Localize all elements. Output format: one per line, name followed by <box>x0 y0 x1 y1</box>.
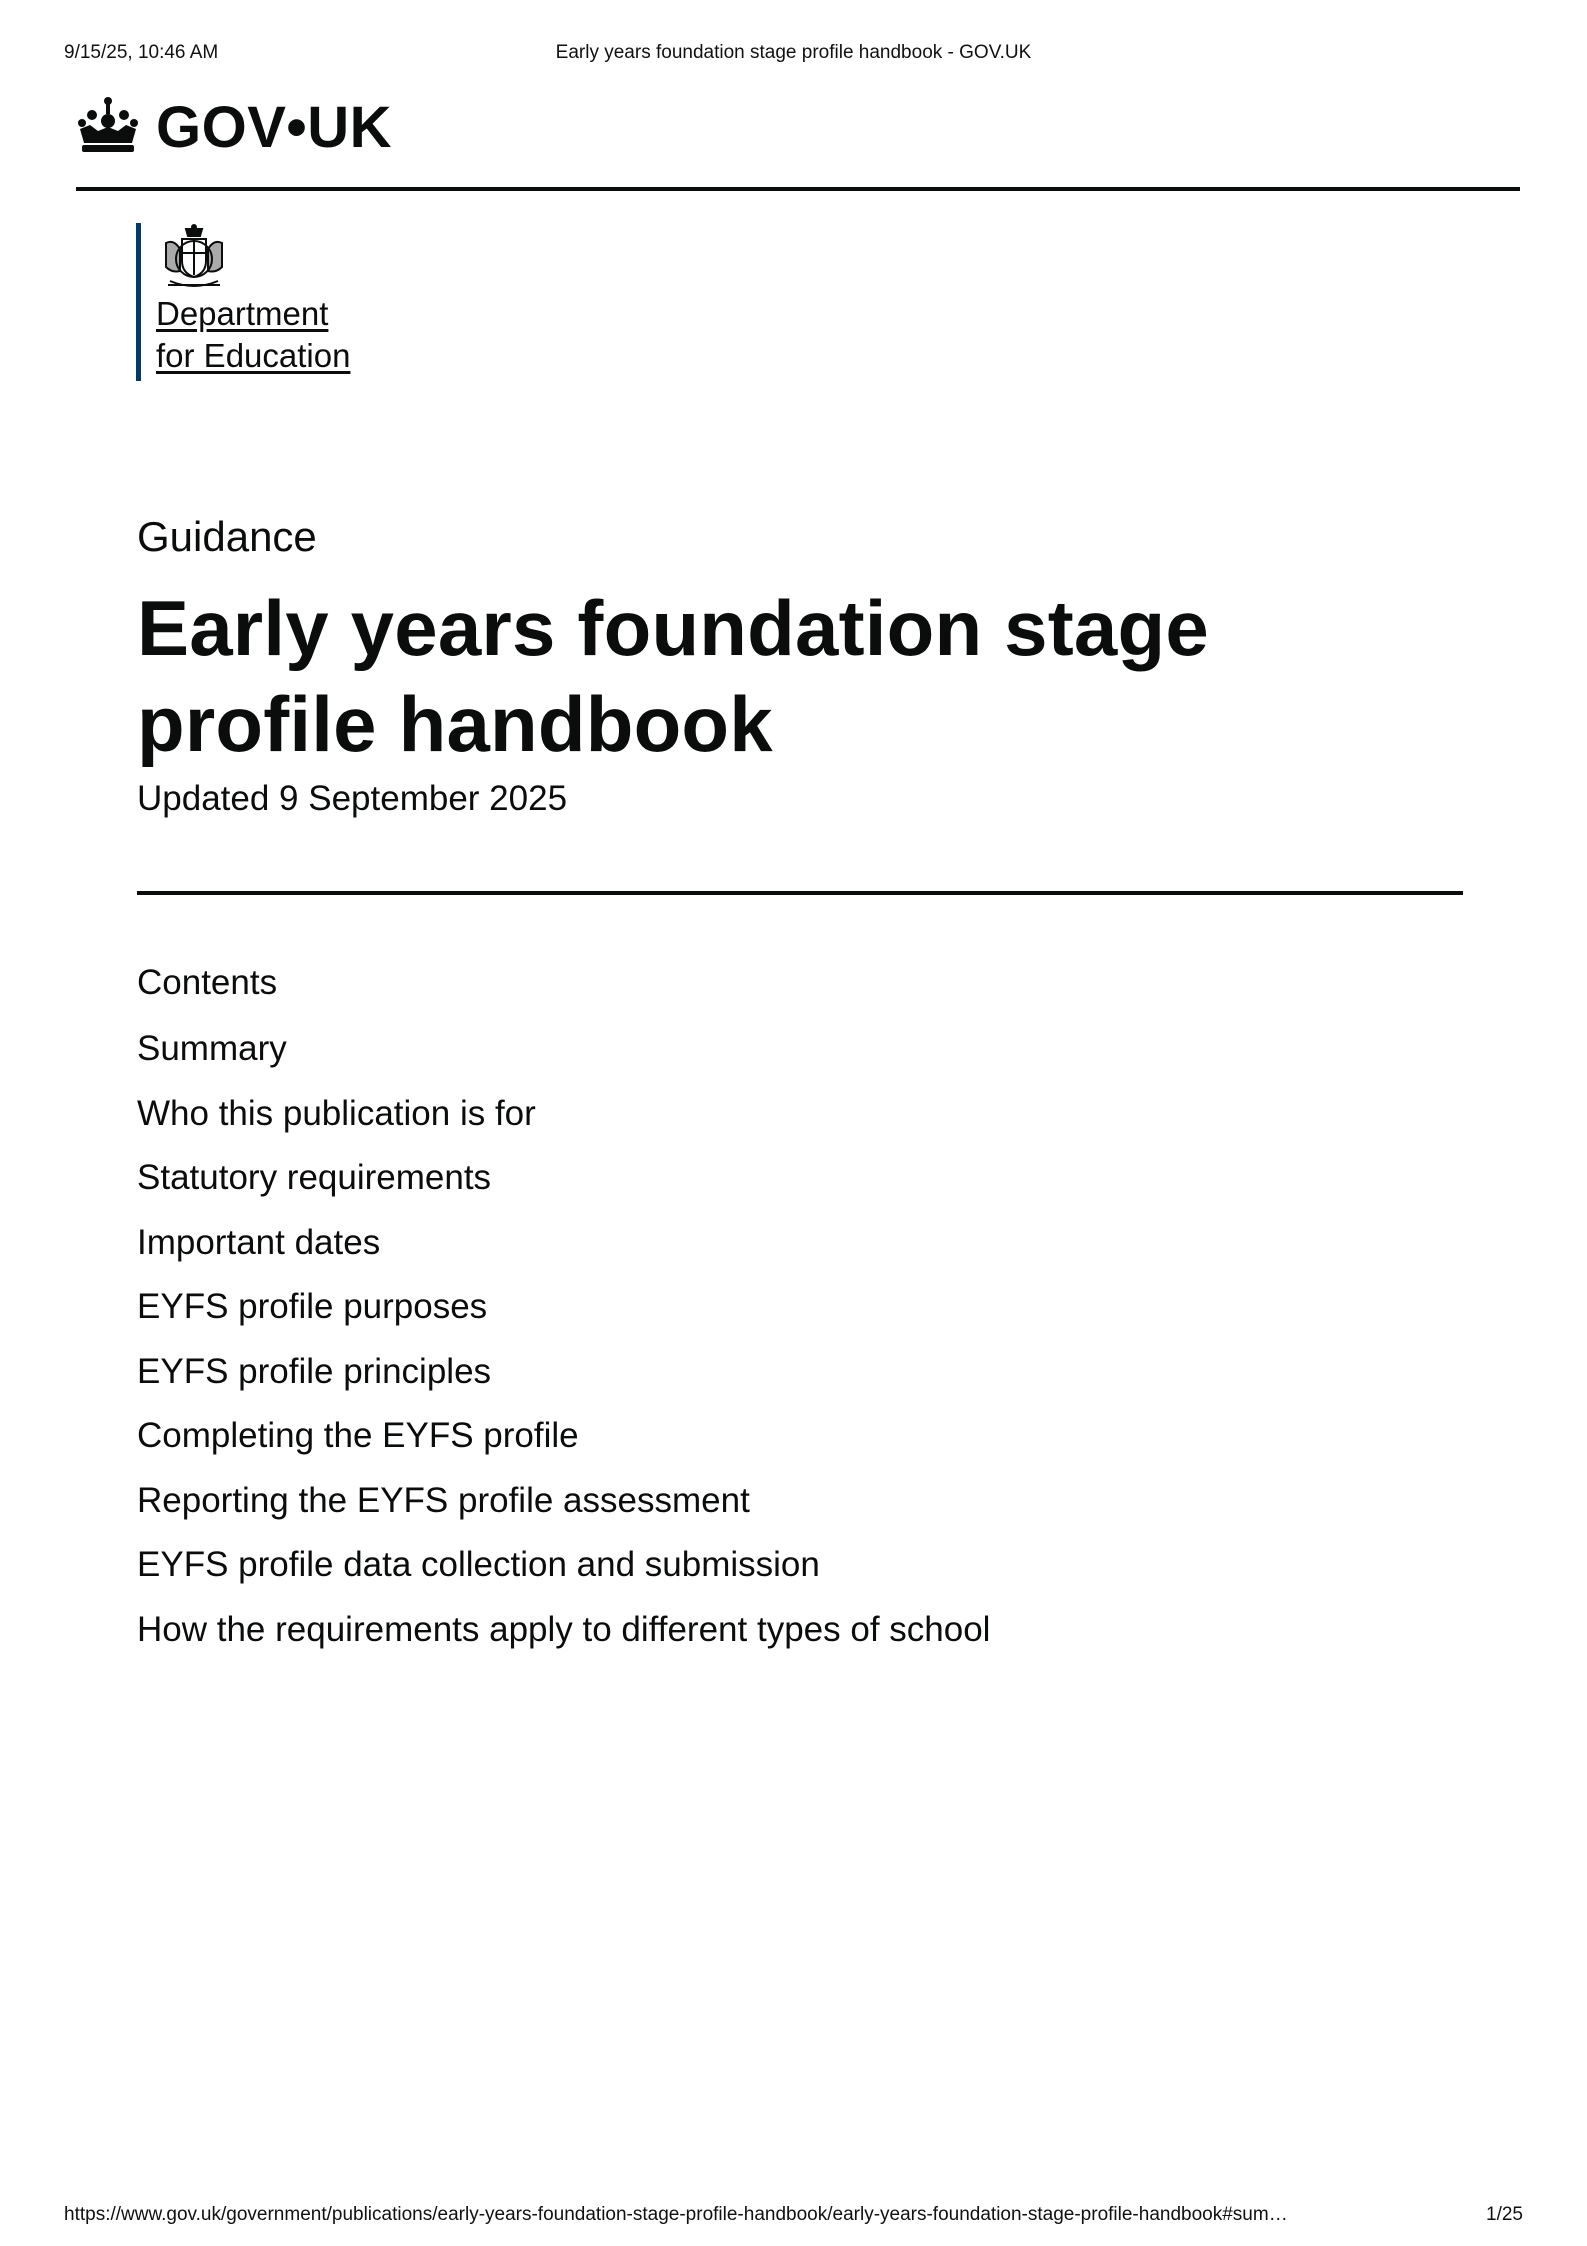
contents-link-how-the-requirements-apply[interactable]: How the requirements apply to different types of school <box>137 1609 991 1649</box>
print-timestamp: 9/15/25, 10:46 AM <box>64 42 219 63</box>
contents-item <box>137 1091 1463 1156</box>
govuk-wordmark: GOV•UK <box>156 94 392 160</box>
contents-link-completing-the-eyfs-profile[interactable]: Completing the EYFS profile <box>137 1416 579 1455</box>
govuk-logo-link[interactable] <box>76 95 392 160</box>
contents-link-statutory-requirements[interactable]: Statutory requirements <box>137 1158 492 1197</box>
govuk-header <box>76 95 1520 191</box>
print-header <box>64 42 1523 66</box>
organisation-logo <box>136 223 396 381</box>
section-divider <box>137 891 1463 895</box>
contents-heading: Contents <box>137 963 278 1002</box>
contents-item <box>137 1284 1463 1349</box>
contents-item <box>137 1220 1463 1285</box>
contents-list <box>137 1026 1463 1671</box>
contents-link-eyfs-profile-purposes[interactable]: EYFS profile purposes <box>137 1287 488 1326</box>
contents-item <box>137 1413 1463 1478</box>
royal-coat-of-arms-icon <box>156 223 396 291</box>
page-title-line2: profile handbook <box>137 680 773 768</box>
contents-nav <box>137 960 1463 1671</box>
contents-link-eyfs-profile-data-collection[interactable]: EYFS profile data collection and submission <box>137 1545 820 1584</box>
organisation-name-line2: for Education <box>156 337 351 374</box>
contents-item <box>137 1542 1463 1607</box>
print-document-title: Early years foundation stage profile handbook - GOV.UK <box>555 42 1032 63</box>
contents-item <box>137 1349 1463 1414</box>
page-title <box>137 580 1463 772</box>
contents-link-eyfs-profile-principles[interactable]: EYFS profile principles <box>137 1351 492 1391</box>
organisation-name-line1: Department <box>156 295 329 332</box>
contents-item <box>137 1026 1463 1091</box>
contents-item <box>137 1478 1463 1543</box>
contents-link-important-dates[interactable]: Important dates <box>137 1222 381 1262</box>
contents-link-who-this-publication-is-for[interactable]: Who this publication is for <box>137 1093 536 1133</box>
contents-item <box>137 1607 1463 1672</box>
page-title-line1: Early years foundation stage <box>137 584 1209 672</box>
print-url: https://www.gov.uk/government/publications/early-years-foundation-stage-profile-handbook/early-years-foundation-stage-profile-handbook#sum… <box>64 2204 1288 2225</box>
crown-icon <box>76 95 140 160</box>
print-page-number: 1/25 <box>1486 2204 1523 2225</box>
organisation-name-link[interactable] <box>156 293 396 377</box>
contents-link-reporting-the-eyfs-profile-assessment[interactable]: Reporting the EYFS profile assessment <box>137 1480 750 1520</box>
contents-item <box>137 1155 1463 1220</box>
contents-link-summary[interactable]: Summary <box>137 1029 287 1068</box>
updated-date: Updated 9 September 2025 <box>137 779 568 818</box>
document-type: Guidance <box>137 513 317 560</box>
